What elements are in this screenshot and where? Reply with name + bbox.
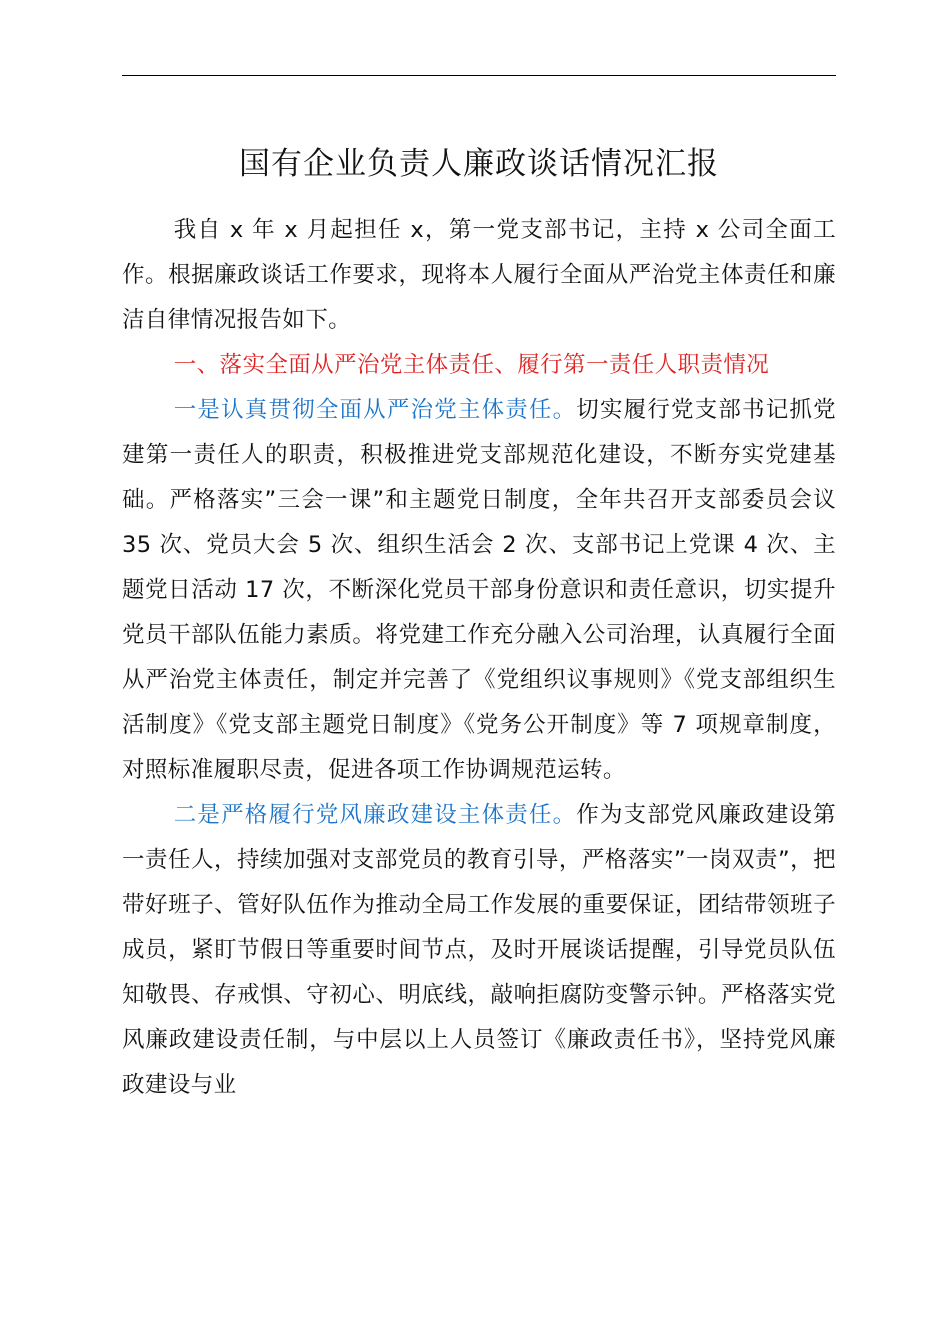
section-heading: 一、落实全面从严治党主体责任、履行第一责任人职责情况	[173, 352, 770, 378]
paragraph-1	[122, 388, 836, 793]
header-rule	[122, 75, 836, 76]
paragraph-2-lead: 二是严格履行党风廉政建设主体责任。	[173, 802, 577, 828]
paragraph-2-body: 作为支部党风廉政建设第一责任人，持续加强对支部党员的教育引导，严格落实”一岗双责”，把带好班子、管好队伍作为推动全局工作发展的重要保证，团结带领班子成员，紧盯节假日等重要时间节点，及时开展谈话提醒，引导党员队伍知敬畏、存戒惧、守初心、明底线，敲响拒腐防变警示钟。严格落实党风廉政建设责任制，与中层以上人员签订《廉政责任书》，坚持党风廉政建设与业	[122, 802, 836, 1098]
document-body	[122, 208, 836, 1108]
paragraph-1-lead: 一是认真贯彻全面从严治党主体责任。	[173, 397, 577, 423]
document-title: 国有企业负责人廉政谈话情况汇报	[239, 146, 719, 182]
paragraph-1-body: 切实履行党支部书记抓党建第一责任人的职责，积极推进党支部规范化建设，不断夯实党建基础。严格落实”三会一课”和主题党日制度，全年共召开支部委员会议 35 次、党员大会 5 次、组织生活会 2 次、支部书记上党课 4 次、主题党日活动 17 次，不断深化党员干部身份意识和责任意识，切实提升党员干部队伍能力素质。将党建工作充分融入公司治理，认真履行全面从严治党主体责任，制定并完善了《党组织议事规则》《党支部组织生活制度》《党支部主题党日制度》《党务公开制度》等 7 项规章制度，对照标准履职尽责，促进各项工作协调规范运转。	[122, 397, 836, 783]
intro-paragraph: 我自 x 年 x 月起担任 x，第一党支部书记，主持 x 公司全面工作。根据廉政谈话工作要求，现将本人履行全面从严治党主体责任和廉洁自律情况报告如下。	[122, 217, 836, 333]
paragraph-2	[122, 793, 836, 1108]
